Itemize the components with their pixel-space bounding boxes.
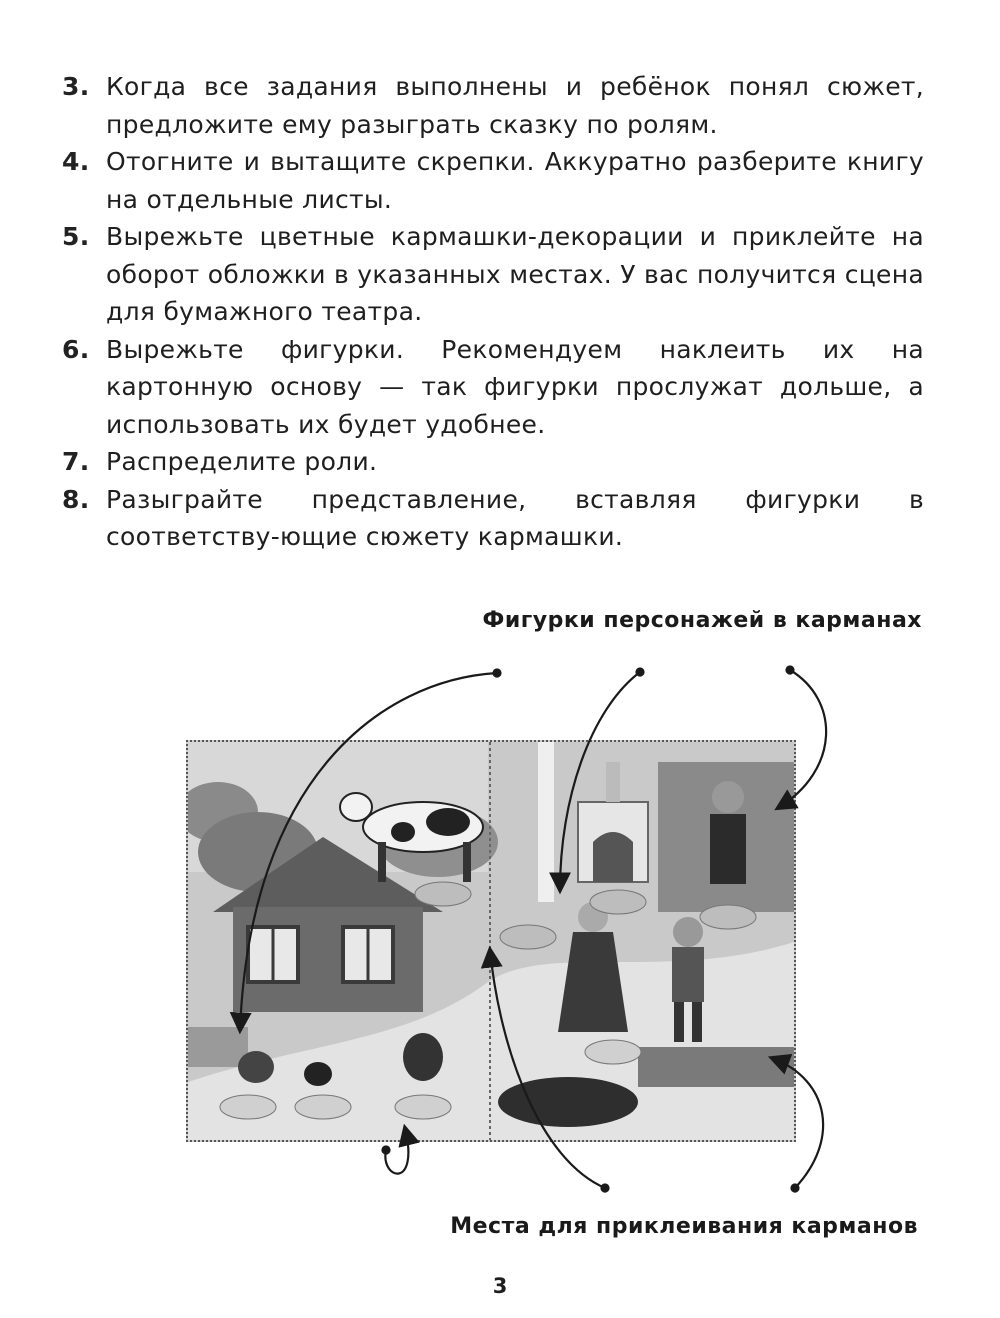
page-number: 3 (492, 1274, 508, 1298)
step-number: 6. (62, 334, 90, 364)
step-number: 4. (62, 147, 90, 176)
step-8 (62, 481, 924, 556)
theater-scene-illustration (186, 740, 796, 1142)
step-number: 7. (62, 447, 90, 476)
step-number: 3. (62, 72, 90, 101)
step-7 (62, 443, 924, 481)
step-text: Отогните и вытащите скрепки. Аккуратно разберите книгу на отдельные листы. (106, 147, 924, 214)
label-figures-in-pockets: Фигурки персонажей в карманах (482, 608, 922, 633)
step-6 (62, 331, 924, 444)
instructions-list (62, 68, 924, 556)
step-5 (62, 218, 924, 331)
step-3 (62, 68, 924, 143)
step-text: Вырежьте цветные кармашки-декорации и приклейте на оборот обложки в указанных местах. У вас получится сцена для бумажного театра. (106, 222, 924, 326)
step-number: 5. (62, 222, 90, 251)
step-text: Вырежьте фигурки. Рекомендуем наклеить их на картонную основу — так фигурки прослужат дольше, а использовать их будет удобнее. (106, 334, 924, 439)
step-number: 8. (62, 484, 90, 514)
village-scene-picture (188, 742, 794, 1140)
step-text: Распределите роли. (106, 447, 378, 476)
label-pocket-glue-places: Места для приклеивания карманов (450, 1214, 918, 1239)
step-4 (62, 143, 924, 218)
step-text: Когда все задания выполнены и ребёнок понял сюжет, предложите ему разыграть сказку по ролям. (106, 72, 924, 139)
step-text: Разыграйте представление, вставляя фигурки в соответству-ющие сюжету кармашки. (106, 484, 924, 551)
